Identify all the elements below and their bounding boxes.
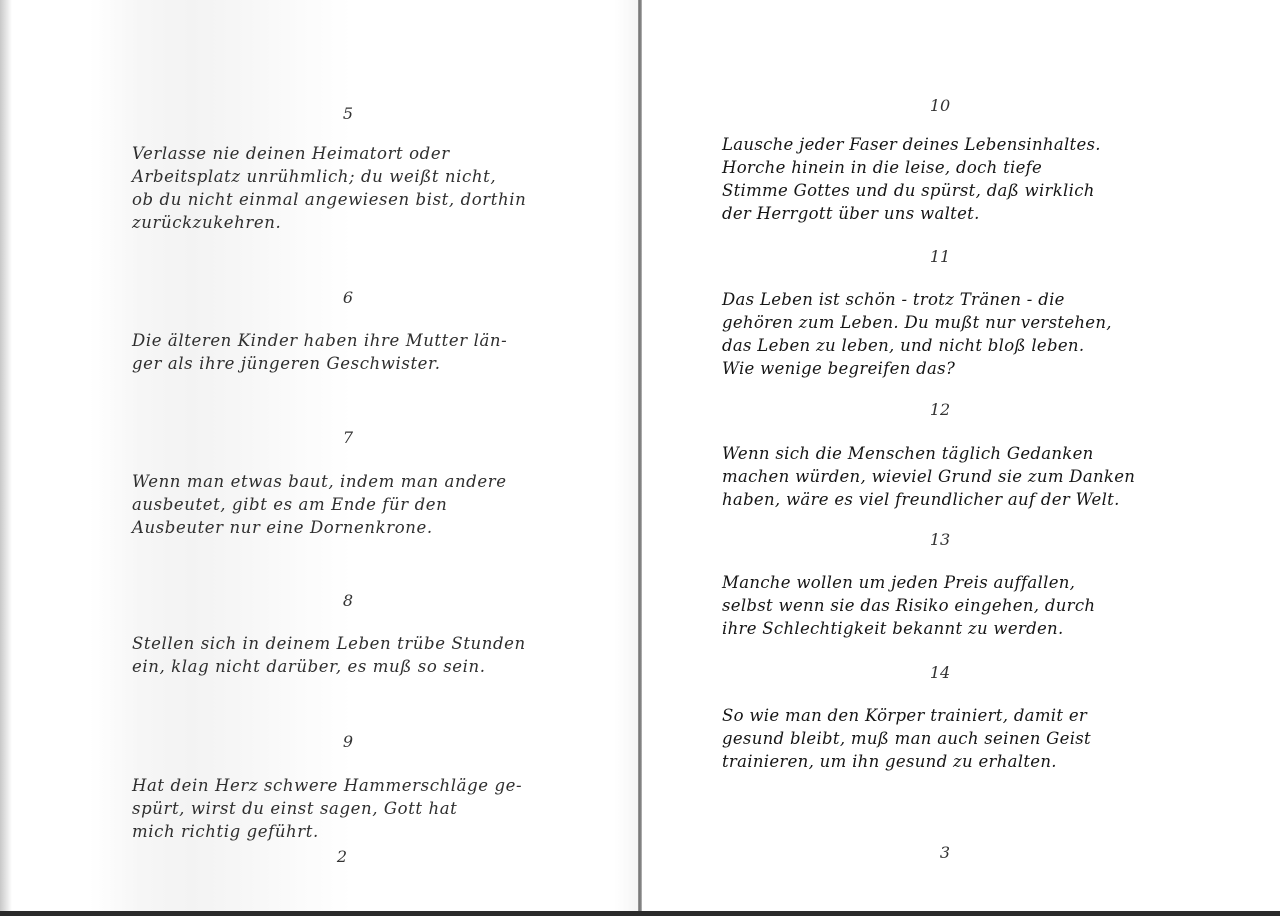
aphorism-number: 5 — [342, 104, 354, 123]
text-line: trainieren, um ihn gesund zu erhalten. — [722, 752, 1057, 771]
text-line: Die älteren Kinder haben ihre Mutter län- — [132, 331, 508, 350]
text-line: So wie man den Körper trainiert, damit er — [722, 706, 1088, 725]
page-number: 2 — [336, 847, 348, 866]
aphorism-text — [722, 442, 1135, 511]
text-line: selbst wenn sie das Risiko eingehen, durch — [722, 596, 1096, 615]
aphorism-number: 12 — [929, 400, 951, 419]
text-line: Arbeitsplatz unrühmlich; du weißt nicht, — [132, 167, 497, 186]
page-edge-shadow — [0, 0, 12, 916]
text-line: Horche hinein in die leise, doch tiefe — [722, 158, 1043, 177]
text-line: der Herrgott über uns waltet. — [722, 204, 980, 223]
text-line: Verlasse nie deinen Heimatort oder — [132, 144, 450, 163]
aphorism-text — [132, 142, 526, 234]
text-line: Stimme Gottes und du spürst, daß wirklich — [722, 181, 1095, 200]
text-line: das Leben zu leben, und nicht bloß leben. — [722, 336, 1085, 355]
text-line: Stellen sich in deinem Leben trübe Stunden — [132, 634, 526, 653]
text-line: haben, wäre es viel freundlicher auf der Welt. — [722, 490, 1120, 509]
aphorism-number: 13 — [929, 530, 951, 549]
text-line: Das Leben ist schön - trotz Tränen - die — [722, 290, 1065, 309]
text-line: ob du nicht einmal angewiesen bist, dorthin — [132, 190, 527, 209]
text-line: ger als ihre jüngeren Geschwister. — [132, 354, 441, 373]
aphorism-number: 6 — [342, 288, 354, 307]
aphorism-text — [722, 133, 1101, 225]
aphorism-number: 9 — [342, 732, 354, 751]
text-line: ausbeutet, gibt es am Ende für den — [132, 495, 448, 514]
text-line: Hat dein Herz schwere Hammerschläge ge- — [132, 776, 523, 795]
text-line: zurückzukehren. — [132, 213, 282, 232]
text-line: Ausbeuter nur eine Dornenkrone. — [132, 518, 433, 537]
text-line: Lausche jeder Faser deines Lebensinhaltes. — [722, 135, 1101, 154]
page-number: 3 — [939, 843, 951, 862]
text-line: mich richtig geführt. — [132, 822, 319, 841]
aphorism-number: 8 — [342, 591, 354, 610]
text-line: ein, klag nicht darüber, es muß so sein. — [132, 657, 486, 676]
text-line: Wenn man etwas baut, indem man andere — [132, 472, 507, 491]
text-line: Wie wenige begreifen das? — [722, 359, 956, 378]
right-page — [642, 0, 1280, 916]
aphorism-number: 14 — [929, 663, 951, 682]
aphorism-text — [132, 632, 526, 678]
aphorism-text — [722, 704, 1091, 773]
aphorism-text — [132, 774, 522, 843]
text-line: machen würden, wieviel Grund sie zum Danken — [722, 467, 1136, 486]
text-line: Manche wollen um jeden Preis auffallen, — [722, 573, 1076, 592]
text-line: spürt, wirst du einst sagen, Gott hat — [132, 799, 458, 818]
aphorism-number: 10 — [929, 96, 951, 115]
text-line: Wenn sich die Menschen täglich Gedanken — [722, 444, 1094, 463]
aphorism-number: 7 — [342, 428, 354, 447]
text-line: gehören zum Leben. Du mußt nur verstehen, — [722, 313, 1112, 332]
aphorism-text — [132, 470, 507, 539]
aphorism-number: 11 — [929, 247, 951, 266]
text-line: gesund bleibt, muß man auch seinen Geist — [722, 729, 1091, 748]
aphorism-text — [722, 288, 1112, 380]
aphorism-text — [132, 329, 507, 375]
text-line: ihre Schlechtigkeit bekannt zu werden. — [722, 619, 1064, 638]
aphorism-text — [722, 571, 1095, 640]
scan-bottom-edge — [0, 911, 1280, 916]
